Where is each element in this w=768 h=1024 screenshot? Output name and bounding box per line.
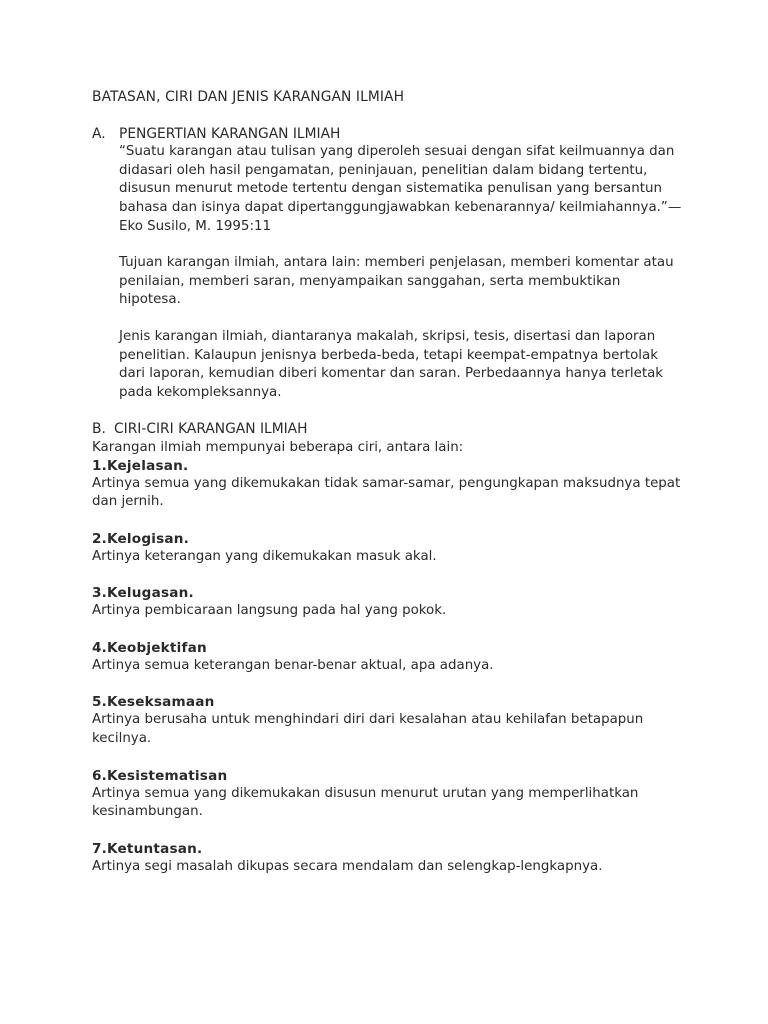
purpose-paragraph: Tujuan karangan ilmiah, antara lain: memberi penjelasan, memberi komentar atau penilaian, memberi saran, menyampaikan sanggahan, serta membuktikan hipotesa. <box>119 255 674 308</box>
item-body: Artinya semua keterangan benar-benar aktual, apa adanya. <box>92 657 494 673</box>
list-item <box>92 531 682 567</box>
item-heading: 4.Keobjektifan <box>92 639 207 656</box>
item-heading: 7.Ketuntasan. <box>92 840 203 857</box>
section-a-heading <box>92 125 682 144</box>
item-body: Artinya semua yang dikemukakan disusun menurut urutan yang memperlihatkan kesinambungan. <box>92 785 639 820</box>
item-body: Artinya segi masalah dikupas secara mendalam dan selengkap-lengkapnya. <box>92 858 603 874</box>
item-heading: 1.Kejelasan. <box>92 457 189 474</box>
item-heading: 3.Kelugasan. <box>92 585 194 602</box>
item-body: Artinya semua yang dikemukakan tidak samar-samar, pengungkapan maksudnya tepat dan jernih. <box>92 475 681 510</box>
section-a-letter: A. <box>92 125 106 142</box>
document-page <box>92 88 682 895</box>
section-b-letter: B. <box>92 421 106 438</box>
item-body: Artinya berusaha untuk menghindari diri dari kesalahan atau kehilafan betapapun kecilnya. <box>92 712 644 747</box>
list-item <box>92 841 682 877</box>
section-b-intro: Karangan ilmiah mempunyai beberapa ciri, antara lain: <box>92 439 464 455</box>
section-a-title: PENGERTIAN KARANGAN ILMIAH <box>119 125 341 142</box>
item-heading: 5.Keseksamaan <box>92 694 215 711</box>
list-item <box>92 768 682 822</box>
list-item <box>92 458 682 512</box>
types-paragraph: Jenis karangan ilmiah, diantaranya makalah, skripsi, tesis, disertasi dan laporan penelitian. Kalaupun jenisnya berbeda-beda, tetapi keempat-empatnya bertolak dari laporan, kemudian diberi komentar dan saran. Perbedaannya hanya terletak pada kekompleksannya. <box>119 328 664 400</box>
section-b-heading <box>92 420 682 439</box>
section-b-title: CIRI-CIRI KARANGAN ILMIAH <box>114 421 308 438</box>
item-body: Artinya keterangan yang dikemukakan masuk akal. <box>92 548 437 564</box>
document-title: BATASAN, CIRI DAN JENIS KARANGAN ILMIAH <box>92 89 405 105</box>
list-item <box>92 694 682 748</box>
list-item <box>92 640 682 676</box>
section-b <box>92 420 682 876</box>
list-item <box>92 585 682 621</box>
definition-paragraph: “Suatu karangan atau tulisan yang diperoleh sesuai dengan sifat keilmuannya dan didasari oleh hasil pengamatan, peninjauan, penelitian dalam bidang tertentu, disusun menurut metode tertentu dengan sistematika penulisan yang bersantun bahasa dan isinya dapat dipertanggungjawabkan kebenarannya/ keilmiahannya.”—Eko Susilo, M. 1995:11 <box>119 144 682 234</box>
section-a-body <box>119 143 682 402</box>
item-heading: 2.Kelogisan. <box>92 530 190 547</box>
item-body: Artinya pembicaraan langsung pada hal yang pokok. <box>92 603 447 619</box>
section-a <box>92 125 682 403</box>
item-heading: 6.Kesistematisan <box>92 767 228 784</box>
